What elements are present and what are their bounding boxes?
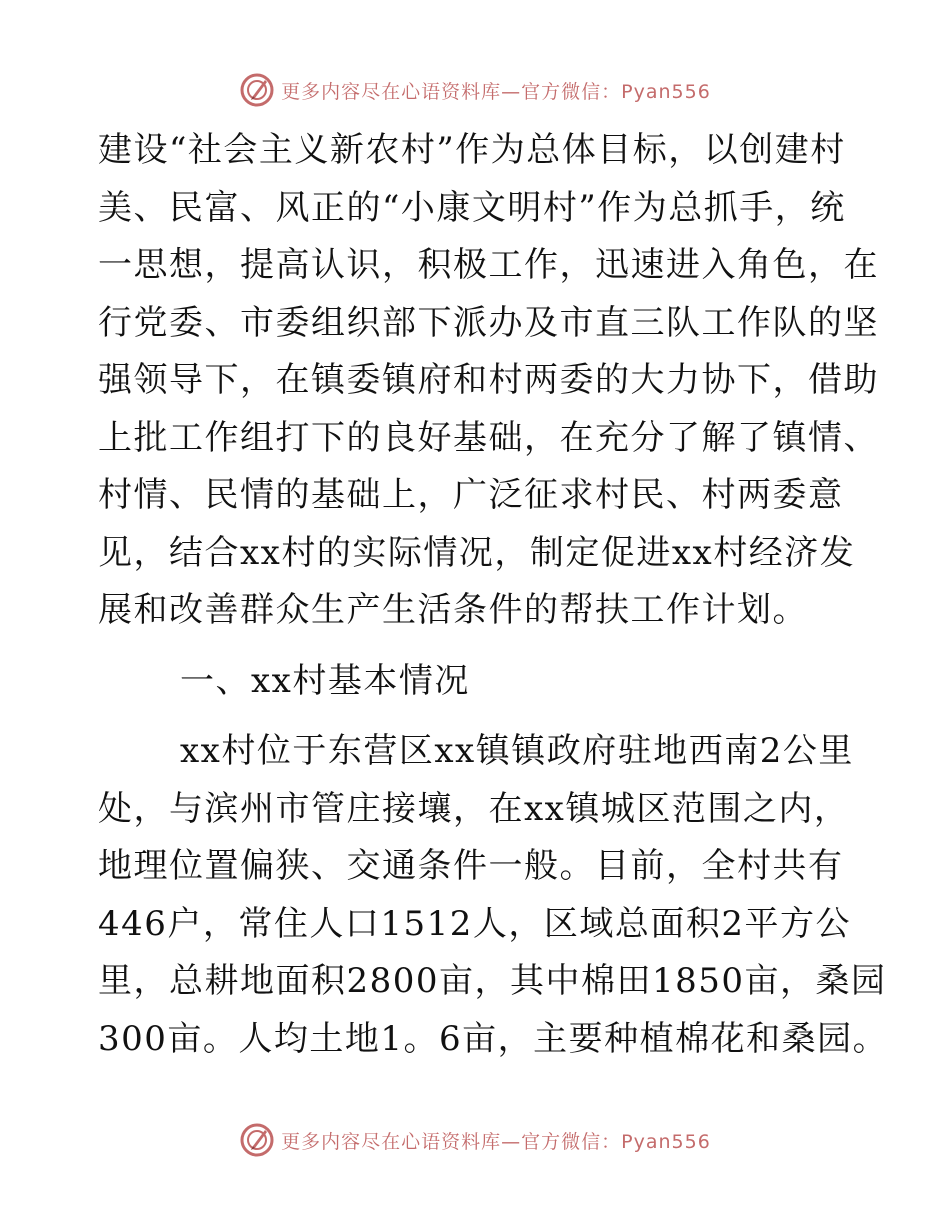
text-line: 村情、民情的基础上，广泛征求村民、村两委意 xyxy=(98,475,844,515)
text-line: 见，结合xx村的实际情况，制定促进xx村经济发 xyxy=(98,532,856,573)
quill-pen-logo-icon xyxy=(239,72,275,108)
paragraph-intro xyxy=(98,122,879,640)
text-line: 一思想，提高认识，积极工作，迅速进入角色，在 xyxy=(98,245,879,285)
text-line: 行党委、市委组织部下派办及市直三队工作队的坚 xyxy=(98,302,879,343)
text-line: xx村位于东营区xx镇镇政府驻地西南2公里 xyxy=(180,731,854,771)
footer-watermark xyxy=(0,1118,950,1162)
text-line: 处，与滨州市管庄接壤，在xx镇城区范围之内， xyxy=(98,788,850,829)
quill-pen-logo-icon xyxy=(239,1122,275,1158)
watermark-text: 更多内容尽在心语资料库—官方微信：Pyan556 xyxy=(281,1130,711,1153)
section-heading: 一、xx村基本情况 xyxy=(180,660,470,701)
text-line: 上批工作组打下的良好基础，在充分了解了镇情、 xyxy=(98,417,879,458)
text-line: 美、民富、风正的“小康文明村”作为总抓手，统 xyxy=(98,187,846,228)
text-line: 强领导下，在镇委镇府和村两委的大力协下，借助 xyxy=(98,360,879,400)
text-line: 地理位置偏狭、交通条件一般。目前，全村共有 xyxy=(98,846,844,886)
text-line: 里，总耕地面积2800亩，其中棉田1850亩，桑园 xyxy=(98,961,887,1001)
paragraph-basic-info xyxy=(98,723,889,1068)
document-body xyxy=(98,122,889,1068)
header-watermark xyxy=(0,68,950,112)
text-line: 展和改善群众生产生活条件的帮扶工作计划。 xyxy=(98,590,808,630)
text-line: 300亩。人均土地1。6亩，主要种植棉花和桑园。 xyxy=(98,1018,889,1059)
text-line: 446户，常住人口1512人，区域总面积2平方公 xyxy=(98,903,852,944)
text-line: 建设“社会主义新农村”作为总体目标，以创建村 xyxy=(98,130,846,170)
watermark-text: 更多内容尽在心语资料库—官方微信：Pyan556 xyxy=(281,80,711,103)
